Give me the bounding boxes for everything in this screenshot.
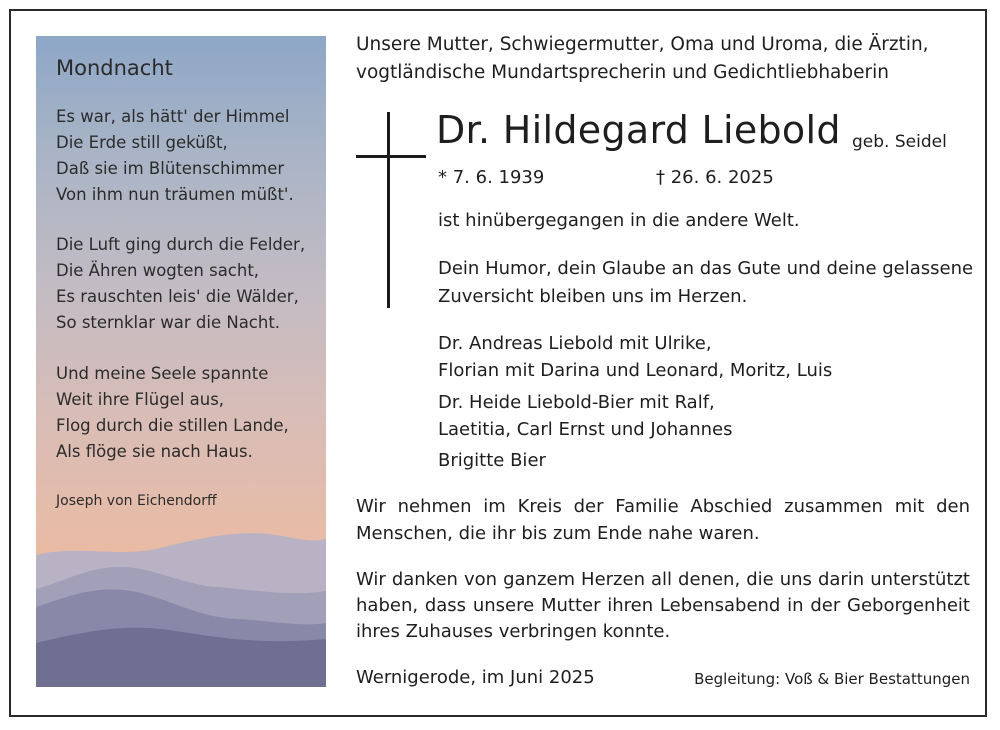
birth-date: * 7. 6. 1939 (438, 167, 545, 188)
poem-line: Weit ihre Flügel aus, (56, 390, 225, 409)
intro-line: vogtländische Mundartsprecherin und Gedichtliebhaberin (356, 62, 889, 83)
poem-stanza-3 (56, 361, 289, 465)
place-date: Wernigerode, im Juni 2025 (356, 667, 595, 688)
poem-line: So sternklar war die Nacht. (56, 313, 281, 332)
deceased-name: Dr. Hildegard Liebold (436, 108, 841, 152)
death-date: † 26. 6. 2025 (656, 167, 774, 188)
poem-title: Mondnacht (56, 56, 173, 80)
cross-icon-bar (356, 155, 426, 158)
poem-line: Es war, als hätt' der Himmel (56, 107, 290, 126)
poem-stanza-2 (56, 232, 305, 336)
cross-icon (387, 112, 390, 308)
poem-line: Als flöge sie nach Haus. (56, 442, 253, 461)
poem-line: Flog durch die stillen Lande, (56, 416, 289, 435)
farewell-line: Menschen, die ihr bis zum Ende nahe waren. (356, 523, 760, 544)
poem-line: Die Luft ging durch die Felder, (56, 235, 306, 254)
poem-line: Von ihm nun träumen müßt'. (56, 185, 294, 204)
tribute-line: Zuversicht bleiben uns im Herzen. (438, 286, 748, 307)
poem-line: Und meine Seele spannte (56, 364, 269, 383)
mountain-landscape (36, 527, 326, 687)
thanks-line: Wir danken von ganzem Herzen all denen, die uns darin unterstützt (356, 569, 970, 590)
family-member: Brigitte Bier (438, 450, 546, 471)
tribute-line: Dein Humor, dein Glaube an das Gute und deine gelassene (438, 258, 974, 279)
thanks-line: haben, dass unsere Mutter ihren Lebensabend in der Geborgenheit (356, 595, 970, 616)
poem-author: Joseph von Eichendorff (56, 493, 217, 509)
maiden-name: geb. Seidel (852, 132, 947, 152)
poem-line: Die Ähren wogten sacht, (56, 261, 260, 280)
family-member: Florian mit Darina und Leonard, Moritz, Luis (438, 360, 833, 381)
poem-line: Es rauschten leis' die Wälder, (56, 287, 299, 306)
family-member: Dr. Heide Liebold-Bier mit Ralf, (438, 392, 715, 413)
farewell-line: Wir nehmen im Kreis der Familie Abschied zusammen mit den (356, 496, 970, 517)
family-member: Dr. Andreas Liebold mit Ulrike, (438, 333, 712, 354)
poem-stanza-1 (56, 104, 294, 208)
thanks-line: ihres Zuhauses verbringen konnte. (356, 621, 671, 642)
undertaker-credit: Begleitung: Voß & Bier Bestattungen (694, 670, 970, 688)
poem-line: Die Erde still geküßt, (56, 133, 228, 152)
poem-line: Daß sie im Blütenschimmer (56, 159, 285, 178)
intro-line: Unsere Mutter, Schwiegermutter, Oma und Uroma, die Ärztin, (356, 34, 929, 55)
passing-line: ist hinübergegangen in die andere Welt. (438, 210, 800, 231)
poem-panel (36, 36, 326, 687)
family-member: Laetitia, Carl Ernst und Johannes (438, 419, 733, 440)
